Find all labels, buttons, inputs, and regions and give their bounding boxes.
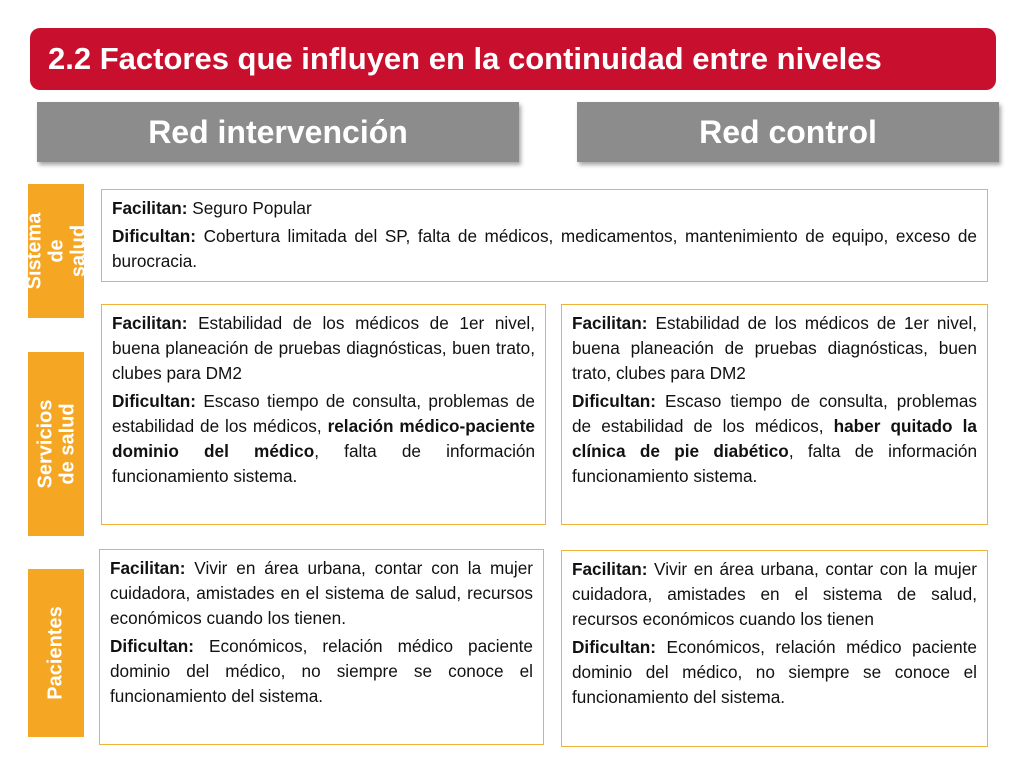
row-label-sistema-text: Sistema de salud bbox=[23, 212, 89, 290]
column-header-control: Red control bbox=[577, 102, 999, 162]
pacientes-control-box bbox=[561, 550, 988, 747]
dificultan-line: Dificultan: Económicos, relación médico paciente dominio del médico, no siempre se conoce el funcionamiento del sistema. bbox=[572, 637, 977, 707]
row-label-servicios-de-salud bbox=[28, 352, 84, 536]
row-label-sistema-de-salud bbox=[23, 184, 89, 318]
servicios-control-box bbox=[561, 304, 988, 525]
sistema-salud-box bbox=[101, 189, 988, 282]
pacientes-intervencion-box bbox=[99, 549, 544, 745]
slide-title: 2.2 Factores que influyen en la continuidad entre niveles bbox=[30, 28, 996, 90]
facilitan-line: Facilitan: Seguro Popular bbox=[112, 198, 312, 218]
row-label-servicios-text: Servicios de salud bbox=[34, 399, 79, 489]
row-label-pacientes bbox=[28, 569, 84, 737]
facilitan-line: Facilitan: Estabilidad de los médicos de 1er nivel, buena planeación de pruebas diagnósticas, buen trato, clubes para DM2 bbox=[572, 313, 977, 383]
facilitan-line: Facilitan: Vivir en área urbana, contar con la mujer cuidadora, amistades en el sistema de salud, recursos económicos cuando los tienen. bbox=[110, 558, 533, 628]
column-header-intervencion: Red intervención bbox=[37, 102, 519, 162]
row-label-pacientes-text: Pacientes bbox=[45, 606, 68, 700]
dificultan-line: Dificultan: Escaso tiempo de consulta, problemas de estabilidad de los médicos, relación médico-paciente dominio del médico, falta de información funcionamiento sistema. bbox=[112, 391, 536, 486]
facilitan-line: Facilitan: Vivir en área urbana, contar con la mujer cuidadora, amistades en el sistema de salud, recursos económicos cuando los tienen bbox=[572, 559, 977, 629]
facilitan-line: Facilitan: Estabilidad de los médicos de 1er nivel, buena planeación de pruebas diagnósticas, buen trato, clubes para DM2 bbox=[112, 313, 535, 383]
servicios-intervencion-box bbox=[101, 304, 546, 525]
dificultan-line: Dificultan: Económicos, relación médico paciente dominio del médico, no siempre se conoce el funcionamiento del sistema. bbox=[110, 636, 533, 706]
dificultan-line: Dificultan: Cobertura limitada del SP, falta de médicos, medicamentos, mantenimiento de equipo, exceso de burocracia. bbox=[112, 226, 977, 271]
dificultan-line: Dificultan: Escaso tiempo de consulta, problemas de estabilidad de los médicos, haber quitado la clínica de pie diabético, falta de información funcionamiento sistema. bbox=[572, 391, 977, 486]
